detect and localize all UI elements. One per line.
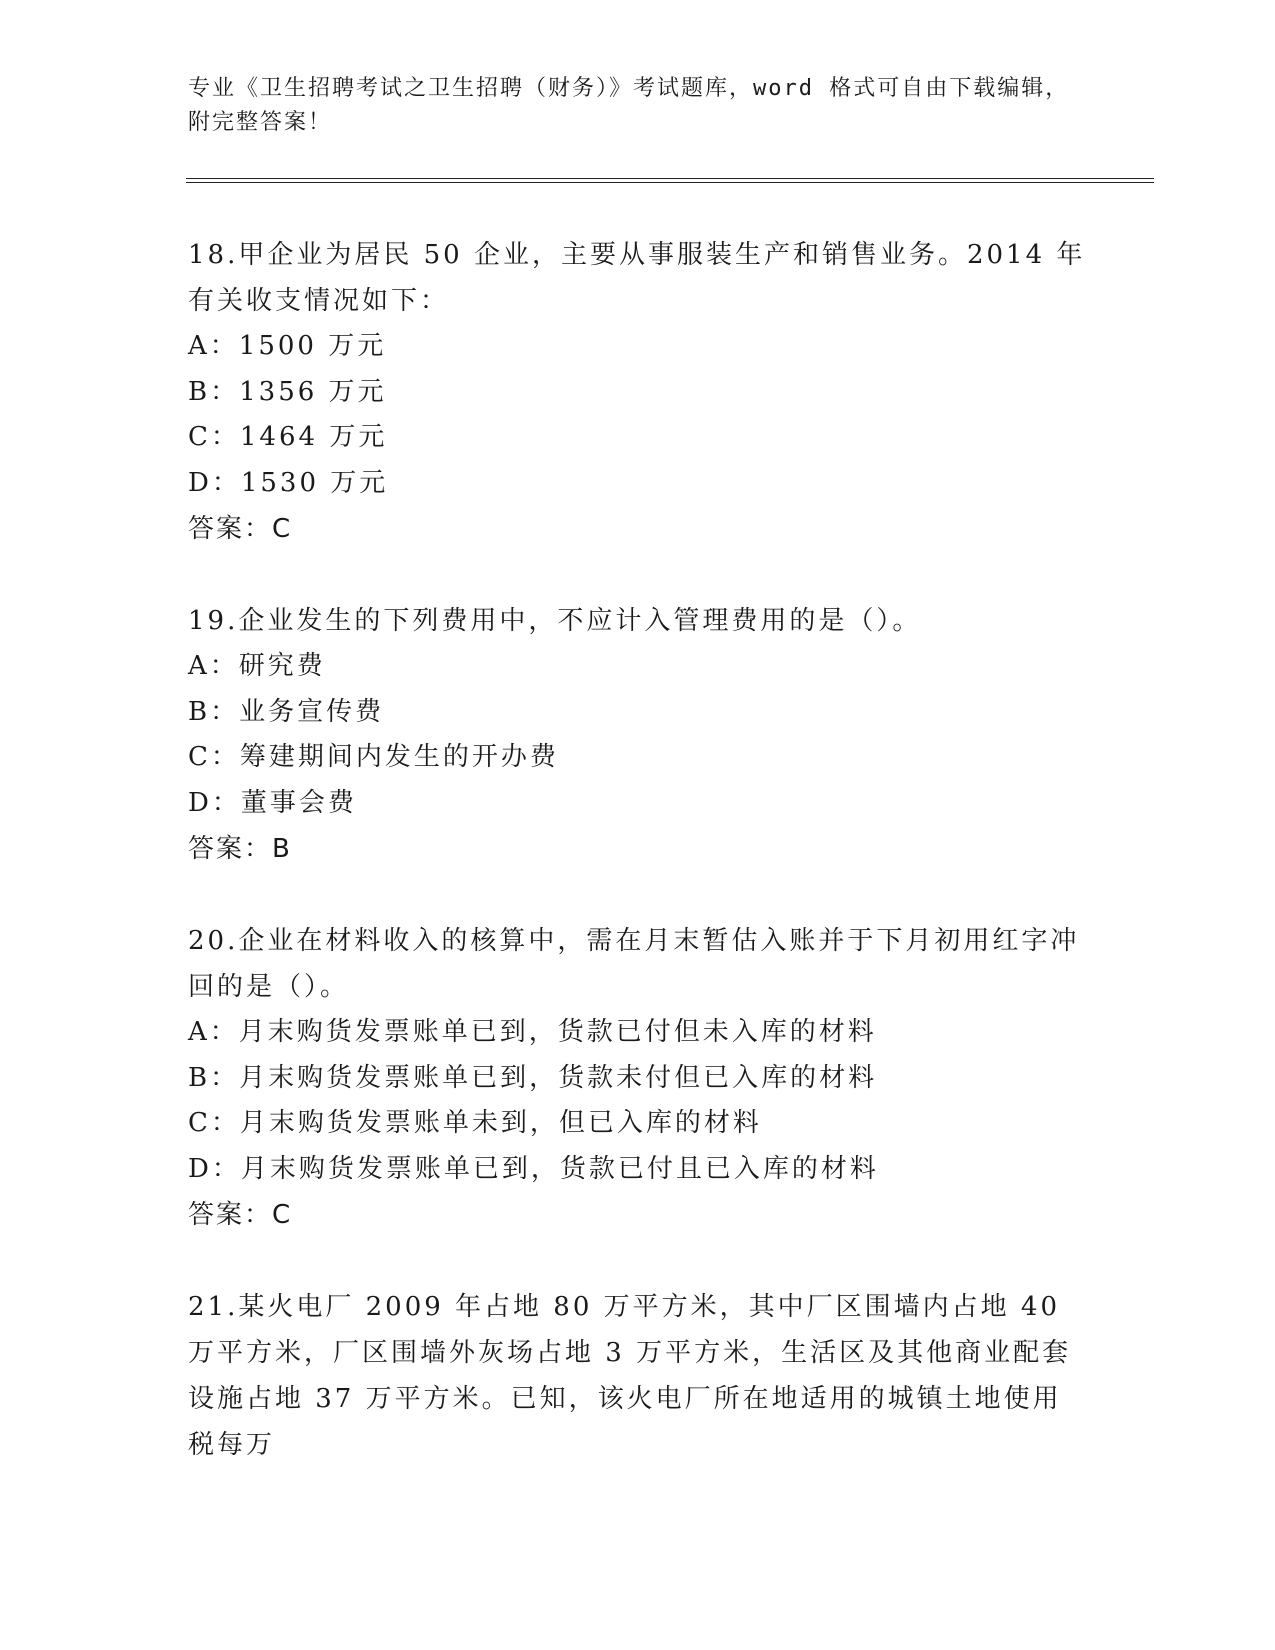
option-b: B：1356 万元	[188, 376, 387, 407]
page-header	[188, 72, 1088, 140]
answer-line: 答案：C	[188, 1200, 293, 1230]
option-d: D：董事会费	[188, 787, 357, 818]
option-b: B：月末购货发票账单已到，货款未付但已入库的材料	[188, 1062, 878, 1093]
option-a: A：研究费	[188, 651, 326, 681]
option-d: D：1530 万元	[188, 467, 389, 498]
question-18	[188, 232, 1088, 552]
option-a: A：月末购货发票账单已到，货款已付但未入库的材料	[188, 1017, 877, 1047]
header-text: 专业《卫生招聘考试之卫生招聘（财务）》考试题库，word 格式可自由下载编辑，附完整答案！	[188, 76, 1070, 135]
question-20	[188, 918, 1088, 1238]
question-list	[188, 232, 1088, 1514]
answer-line: 答案：B	[188, 834, 292, 864]
option-c: C：月末购货发票账单未到，但已入库的材料	[188, 1108, 762, 1138]
option-d: D：月末购货发票账单已到，货款已付且已入库的材料	[188, 1153, 879, 1184]
question-19	[188, 598, 1088, 872]
answer-line: 答案：C	[188, 514, 293, 544]
question-stem: 20.企业在材料收入的核算中，需在月末暂估入账并于下月初用红字冲回的是（）。	[188, 926, 1080, 1002]
question-stem: 18.甲企业为居民 50 企业，主要从事服装生产和销售业务。2014 年有关收支情况如下：	[188, 240, 1086, 316]
option-c: C：筹建期间内发生的开办费	[188, 742, 559, 772]
header-divider	[186, 178, 1154, 184]
question-stem: 21.某火电厂 2009 年占地 80 万平方米，其中厂区围墙内占地 40 万平方米，厂区围墙外灰场占地 3 万平方米，生活区及其他商业配套设施占地 37 万平方米。已知，该火电厂所在地适用的城镇土地使用税每万	[188, 1292, 1072, 1460]
question-stem: 19.企业发生的下列费用中，不应计入管理费用的是（）。	[188, 606, 922, 636]
option-a: A：1500 万元	[188, 331, 387, 361]
question-21	[188, 1284, 1088, 1468]
option-b: B：业务宣传费	[188, 696, 385, 727]
header-divider-line-bottom	[186, 182, 1154, 183]
header-divider-line-top	[186, 178, 1154, 179]
option-c: C：1464 万元	[188, 422, 388, 452]
